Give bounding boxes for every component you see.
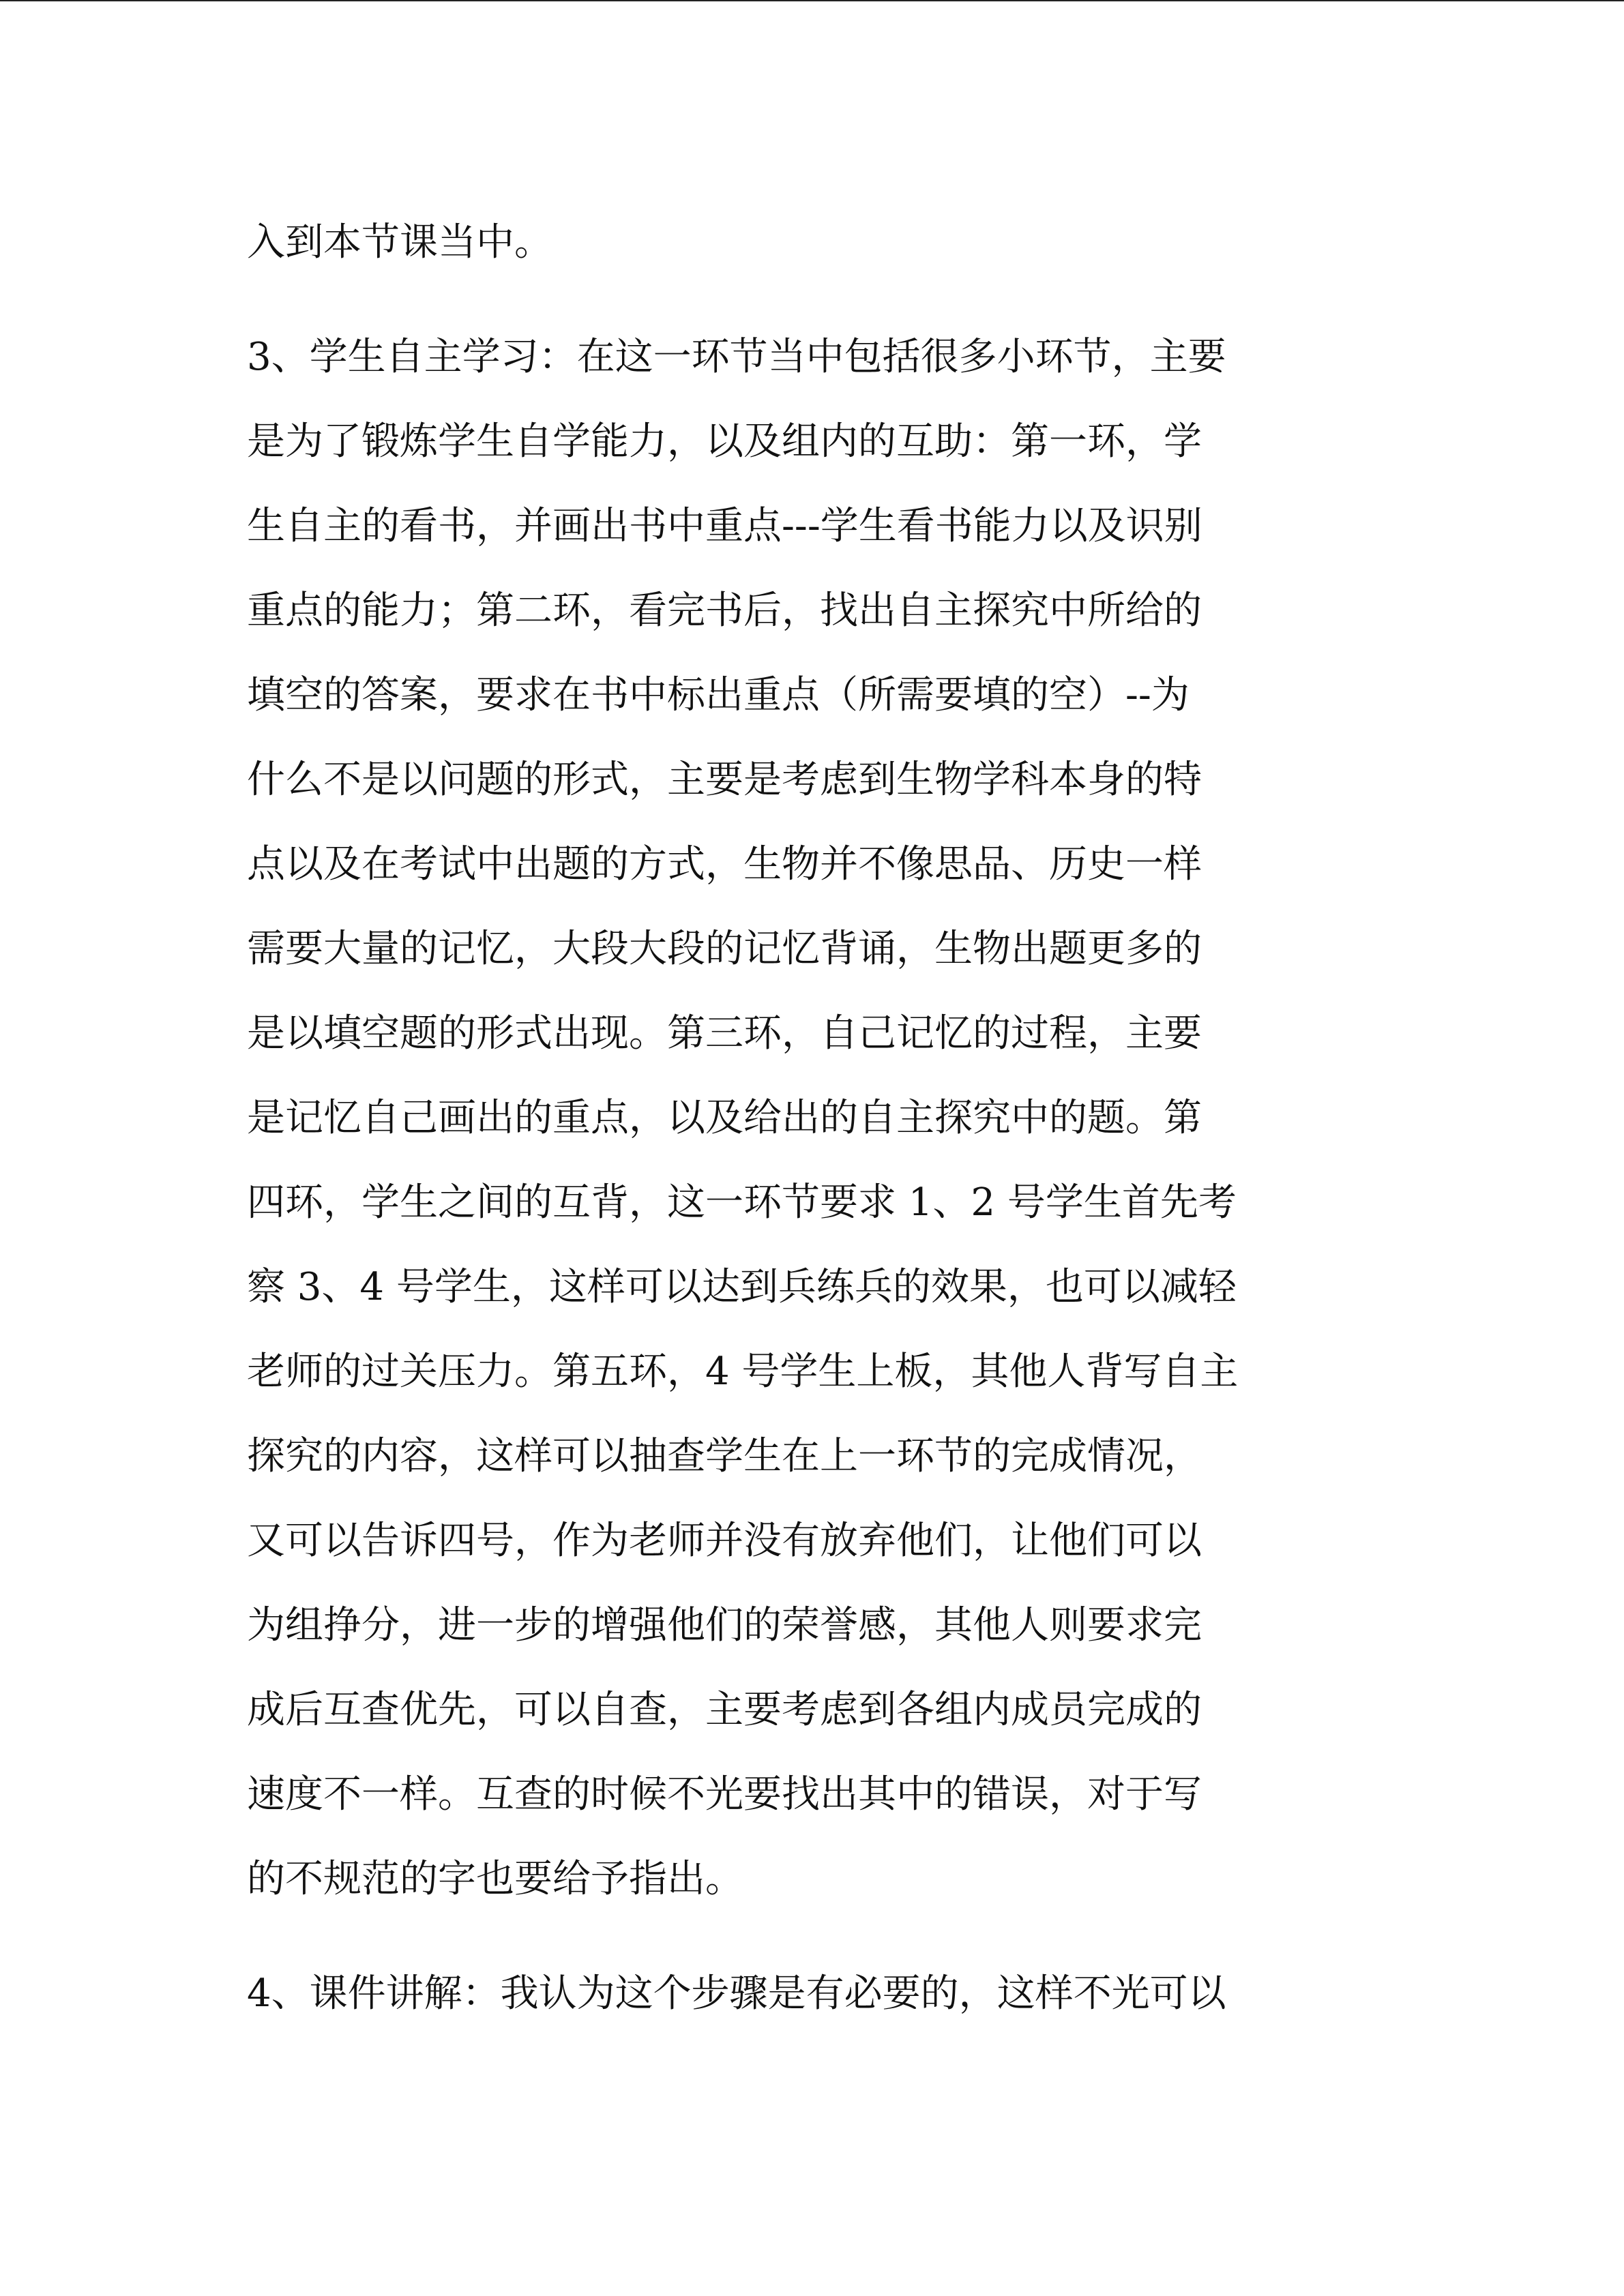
text-line: 生自主的看书，并画出书中重点---学生看书能力以及识别 (247, 504, 1202, 548)
text-line: 察 3、4 号学生，这样可以达到兵练兵的效果，也可以减轻 (247, 1265, 1237, 1309)
text-line: 重点的能力；第二环，看完书后，找出自主探究中所给的 (247, 588, 1202, 633)
text-line: 需要大量的记忆，大段大段的记忆背诵，生物出题更多的 (247, 927, 1202, 971)
text-line: 点以及在考试中出题的方式，生物并不像思品、历史一样 (247, 842, 1202, 886)
text-line: 为组挣分，进一步的增强他们的荣誉感，其他人则要求完 (247, 1603, 1202, 1648)
paragraph-courseware (247, 1952, 1379, 2036)
text-line: 探究的内容，这样可以抽查学生在上一环节的完成情况， (247, 1434, 1202, 1478)
text-line: 又可以告诉四号，作为老师并没有放弃他们，让他们可以 (247, 1519, 1202, 1563)
text-line: 4、课件讲解：我认为这个步骤是有必要的，这样不光可以 (247, 1971, 1226, 2016)
text-line: 3、学生自主学习：在这一环节当中包括很多小环节，主要 (247, 335, 1226, 379)
text-line: 是记忆自己画出的重点，以及给出的自主探究中的题。第 (247, 1096, 1202, 1140)
paragraph-intro-end (247, 200, 1379, 285)
text-line: 四环，学生之间的互背，这一环节要求 1、2 号学生首先考 (247, 1180, 1237, 1225)
text-line: 老师的过关压力。第五环，4 号学生上板，其他人背写自主 (247, 1350, 1239, 1394)
text-line: 成后互查优先，可以自查，主要考虑到各组内成员完成的 (247, 1688, 1202, 1732)
text-line: 什么不是以问题的形式，主要是考虑到生物学科本身的特 (247, 758, 1202, 802)
document-body (247, 200, 1379, 2036)
paragraph-self-study (247, 315, 1379, 1922)
text-line: 是为了锻炼学生自学能力，以及组内的互助：第一环，学 (247, 419, 1202, 464)
text-line: 的不规范的字也要给予指出。 (247, 1857, 743, 1901)
text-line: 入到本节课当中。 (247, 220, 552, 265)
text-line: 是以填空题的形式出现。第三环，自己记忆的过程，主要 (247, 1011, 1202, 1056)
text-line: 速度不一样。互查的时候不光要找出其中的错误，对于写 (247, 1772, 1202, 1817)
text-line: 填空的答案，要求在书中标出重点（所需要填的空）--为 (247, 673, 1190, 717)
